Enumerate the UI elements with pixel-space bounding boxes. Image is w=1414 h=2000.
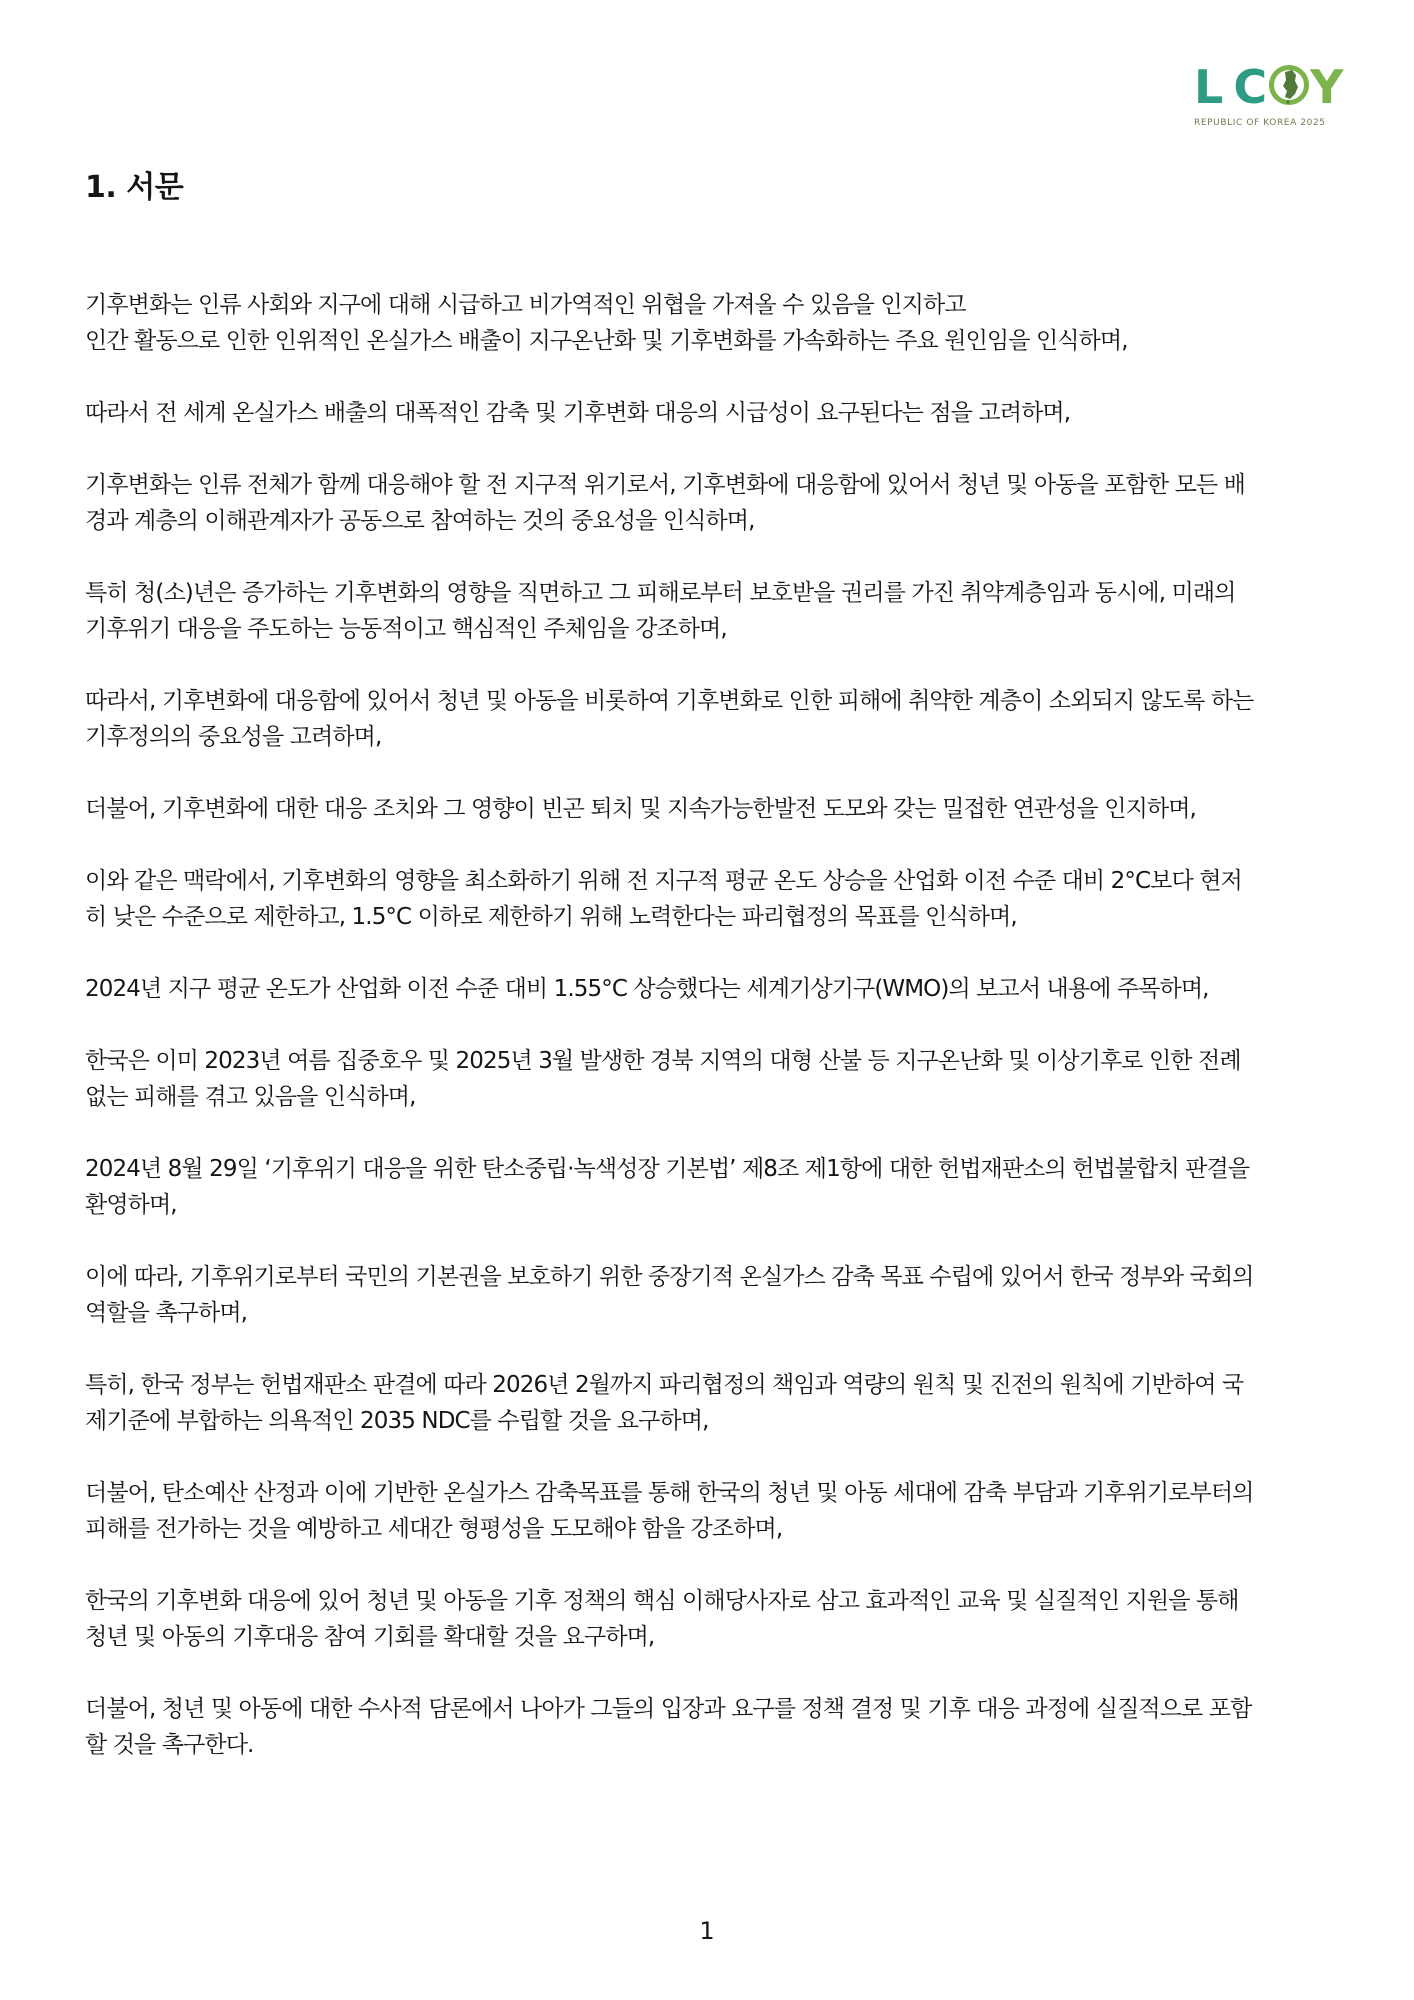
preamble-paragraph xyxy=(85,1259,1337,1331)
preamble-paragraph xyxy=(85,1691,1337,1763)
paragraph-line: 2024년 8월 29일 ‘기후위기 대응을 위한 탄소중립·녹색성장 기본법’ 제8조 제1항에 대한 헌법재판소의 헌법불합치 판결을 xyxy=(85,1156,1250,1182)
logo-letter-l: L xyxy=(1194,60,1224,114)
preamble-paragraph xyxy=(85,971,1337,1007)
paragraph-line: 역할을 촉구하며, xyxy=(85,1300,248,1326)
paragraph-line: 기후변화는 인류 전체가 함께 대응해야 할 전 지구적 위기로서, 기후변화에 대응함에 있어서 청년 및 아동을 포함한 모든 배 xyxy=(85,472,1245,498)
paragraph-line: 기후변화는 인류 사회와 지구에 대해 시급하고 비가역적인 위협을 가져올 수 있음을 인지하고 xyxy=(85,292,966,318)
logo-letter-c: C xyxy=(1233,60,1268,114)
paragraph-line: 특히 청(소)년은 증가하는 기후변화의 영향을 직면하고 그 피해로부터 보호받을 권리를 가진 취약계층임과 동시에, 미래의 xyxy=(85,580,1236,606)
paragraph-line: 환영하며, xyxy=(85,1192,177,1218)
preamble-paragraph xyxy=(85,395,1337,431)
paragraph-line: 더불어, 탄소예산 산정과 이에 기반한 온실가스 감축목표를 통해 한국의 청년 및 아동 세대에 감축 부담과 기후위기로부터의 xyxy=(85,1480,1254,1506)
preamble-paragraph xyxy=(85,1043,1337,1115)
paragraph-line: 따라서 전 세계 온실가스 배출의 대폭적인 감축 및 기후변화 대응의 시급성이 요구된다는 점을 고려하며, xyxy=(85,400,1071,426)
preamble-paragraph xyxy=(85,287,1337,359)
preamble-paragraph xyxy=(85,791,1337,827)
paragraph-line: 없는 피해를 겪고 있음을 인식하며, xyxy=(85,1084,416,1110)
logo-wordmark xyxy=(1194,60,1358,114)
paragraph-line: 특히, 한국 정부는 헌법재판소 판결에 따라 2026년 2월까지 파리협정의 책임과 역량의 원칙 및 진전의 원칙에 기반하여 국 xyxy=(85,1372,1244,1398)
paragraph-line: 히 낮은 수준으로 제한하고, 1.5°C 이하로 제한하기 위해 노력한다는 파리협정의 목표를 인식하며, xyxy=(85,904,1017,930)
logo-subtitle: REPUBLIC OF KOREA 2025 xyxy=(1194,118,1326,128)
page-number: 1 xyxy=(699,1917,715,1945)
paragraph-line: 더불어, 기후변화에 대한 대응 조치와 그 영향이 빈곤 퇴치 및 지속가능한발전 도모와 갖는 밀접한 연관성을 인지하며, xyxy=(85,796,1196,822)
paragraph-line: 청년 및 아동의 기후대응 참여 기회를 확대할 것을 요구하며, xyxy=(85,1624,655,1650)
paragraph-line: 2024년 지구 평균 온도가 산업화 이전 수준 대비 1.55°C 상승했다는 세계기상기구(WMO)의 보고서 내용에 주목하며, xyxy=(85,976,1209,1002)
logo-letter-y: Y xyxy=(1310,60,1344,114)
paragraph-line: 제기준에 부합하는 의욕적인 2035 NDC를 수립할 것을 요구하며, xyxy=(85,1408,709,1434)
preamble-paragraph xyxy=(85,863,1337,935)
preamble-paragraph xyxy=(85,683,1337,755)
preamble-paragraph xyxy=(85,575,1337,647)
section-title: 1. 서문 xyxy=(85,170,184,205)
preamble-paragraph xyxy=(85,467,1337,539)
paragraph-line: 더불어, 청년 및 아동에 대한 수사적 담론에서 나아가 그들의 입장과 요구를 정책 결정 및 기후 대응 과정에 실질적으로 포함 xyxy=(85,1696,1252,1722)
paragraph-line: 할 것을 촉구한다. xyxy=(85,1732,254,1758)
paragraph-line: 경과 계층의 이해관계자가 공동으로 참여하는 것의 중요성을 인식하며, xyxy=(85,508,755,534)
paragraph-line: 한국은 이미 2023년 여름 집중호우 및 2025년 3월 발생한 경북 지역의 대형 산불 등 지구온난화 및 이상기후로 인한 전례 xyxy=(85,1048,1241,1074)
paragraph-line: 기후위기 대응을 주도하는 능동적이고 핵심적인 주체임을 강조하며, xyxy=(85,616,727,642)
paragraph-line: 인간 활동으로 인한 인위적인 온실가스 배출이 지구온난화 및 기후변화를 가속화하는 주요 원인임을 인식하며, xyxy=(85,328,1128,354)
preamble-paragraph xyxy=(85,1475,1337,1547)
paragraph-line: 따라서, 기후변화에 대응함에 있어서 청년 및 아동을 비롯하여 기후변화로 인한 피해에 취약한 계층이 소외되지 않도록 하는 xyxy=(85,688,1254,714)
paragraph-line: 이와 같은 맥락에서, 기후변화의 영향을 최소화하기 위해 전 지구적 평균 온도 상승을 산업화 이전 수준 대비 2°C보다 현저 xyxy=(85,868,1242,894)
paragraph-line: 한국의 기후변화 대응에 있어 청년 및 아동을 기후 정책의 핵심 이해당사자로 삼고 효과적인 교육 및 실질적인 지원을 통해 xyxy=(85,1588,1239,1614)
lcoy-logo xyxy=(1194,60,1358,134)
preamble-paragraph xyxy=(85,1583,1337,1655)
preamble-paragraph xyxy=(85,1367,1337,1439)
preamble-body xyxy=(85,287,1337,1799)
paragraph-line: 피해를 전가하는 것을 예방하고 세대간 형평성을 도모해야 함을 강조하며, xyxy=(85,1516,783,1542)
korea-map-globe-icon xyxy=(1269,64,1309,110)
preamble-paragraph xyxy=(85,1151,1337,1223)
paragraph-line: 기후정의의 중요성을 고려하며, xyxy=(85,724,382,750)
paragraph-line: 이에 따라, 기후위기로부터 국민의 기본권을 보호하기 위한 중장기적 온실가스 감축 목표 수립에 있어서 한국 정부와 국회의 xyxy=(85,1264,1254,1290)
